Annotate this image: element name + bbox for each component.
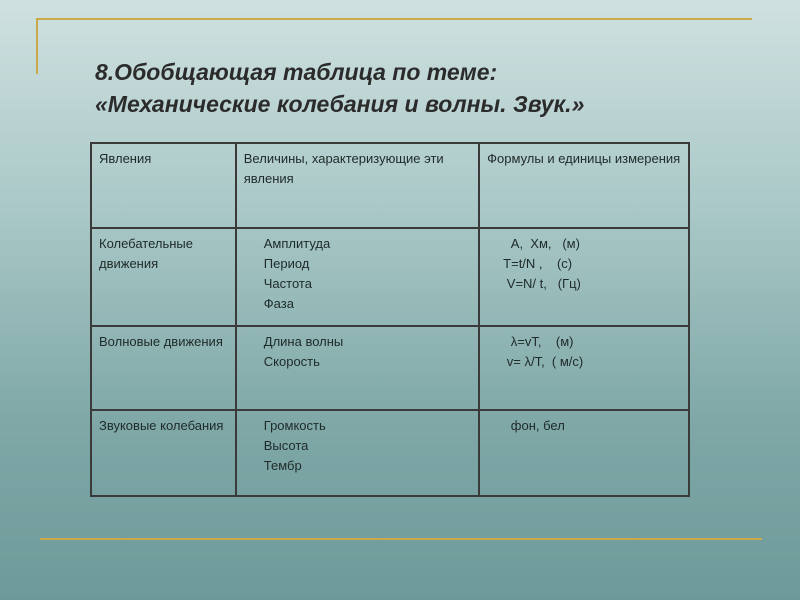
quantity-item: Период bbox=[263, 256, 310, 271]
header-cell-formulas bbox=[479, 143, 689, 228]
formula-item: v= λ/T, ( м/с) bbox=[503, 354, 584, 369]
quantity-item: Амплитуда bbox=[263, 236, 331, 251]
quantity-item: Скорость bbox=[263, 354, 320, 369]
slide-title-line-1: 8.Обобщающая таблица по теме: bbox=[95, 59, 498, 85]
phenomenon-cell bbox=[91, 410, 236, 496]
header-label: Величины, характеризующие эти явления bbox=[243, 151, 444, 186]
quantity-item: Высота bbox=[263, 438, 309, 453]
table-row bbox=[91, 410, 689, 496]
formulas-cell bbox=[479, 228, 689, 326]
table-header-row bbox=[91, 143, 689, 228]
decorative-top-line bbox=[36, 18, 752, 20]
phenomenon-label: Колебательные движения bbox=[99, 236, 193, 271]
quantity-item: Частота bbox=[263, 276, 312, 291]
quantities-cell bbox=[236, 326, 479, 410]
decorative-left-line bbox=[36, 18, 38, 74]
phenomenon-label: Волновые движения bbox=[99, 334, 223, 349]
header-label: Формулы и единицы измерения bbox=[487, 151, 681, 166]
header-label: Явления bbox=[99, 151, 152, 166]
formula-item: λ=vT, (м) bbox=[507, 334, 574, 349]
quantity-item: Громкость bbox=[263, 418, 326, 433]
quantity-item: Фаза bbox=[263, 296, 294, 311]
formulas-cell bbox=[479, 410, 689, 496]
quantities-cell bbox=[236, 410, 479, 496]
header-cell-phenomena bbox=[91, 143, 236, 228]
table-row bbox=[91, 326, 689, 410]
quantity-item: Тембр bbox=[263, 458, 302, 473]
formulas-cell bbox=[479, 326, 689, 410]
formula-item: фон, бел bbox=[507, 418, 565, 433]
table-row bbox=[91, 228, 689, 326]
quantity-item: Длина волны bbox=[263, 334, 344, 349]
phenomenon-cell bbox=[91, 228, 236, 326]
quantities-cell bbox=[236, 228, 479, 326]
slide-title bbox=[95, 56, 735, 120]
header-cell-quantities bbox=[236, 143, 479, 228]
slide-title-line-2: «Механические колебания и волны. Звук.» bbox=[95, 91, 585, 117]
formula-item: А, Хм, (м) bbox=[507, 236, 580, 251]
decorative-bottom-line bbox=[40, 538, 762, 540]
summary-table bbox=[90, 142, 690, 497]
phenomenon-cell bbox=[91, 326, 236, 410]
phenomenon-label: Звуковые колебания bbox=[99, 418, 224, 433]
formula-item: Т=t/N , (с) bbox=[503, 256, 573, 271]
formula-item: V=N/ t, (Гц) bbox=[503, 276, 581, 291]
